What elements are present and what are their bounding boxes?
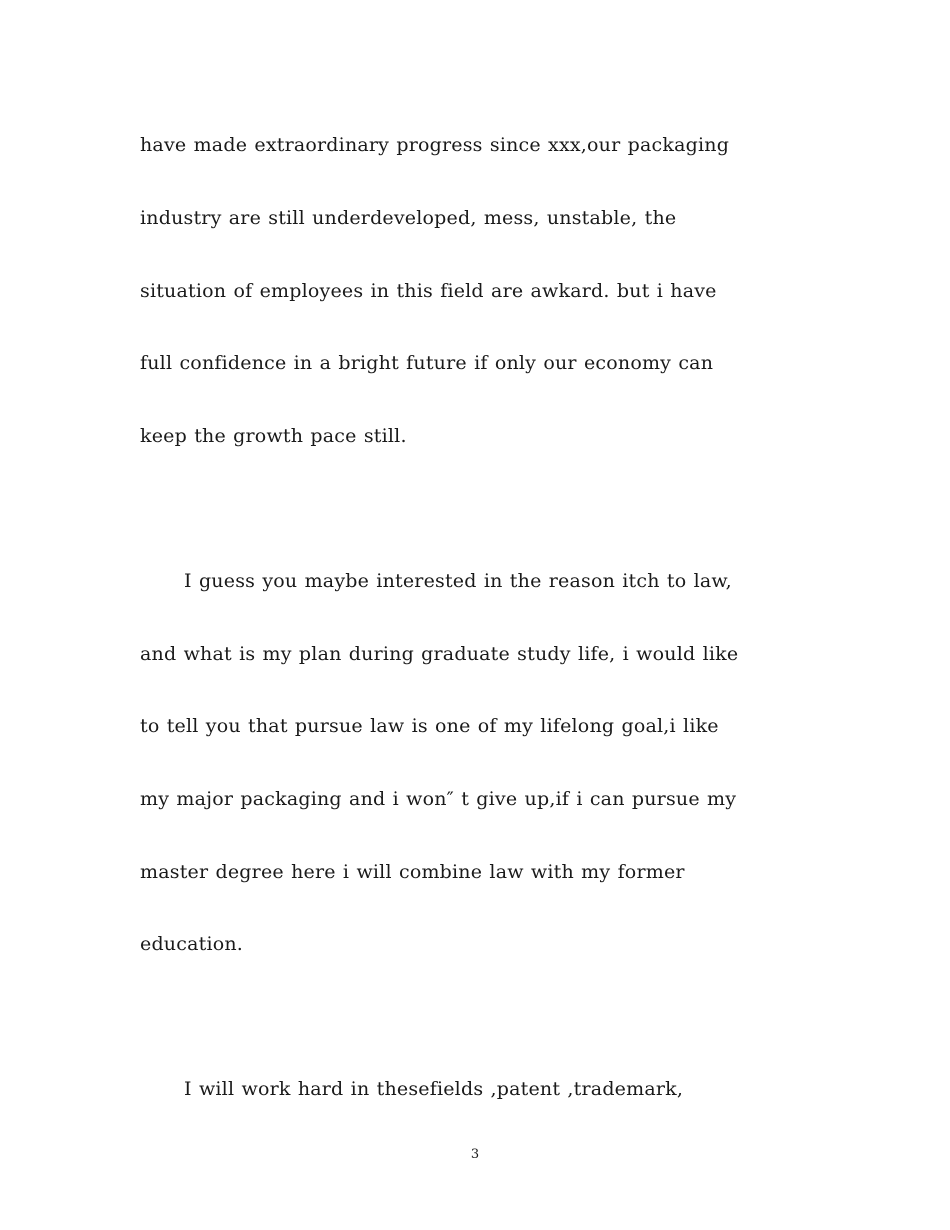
- text-line: I will work hard in thesefields ,patent ,trademark,: [184, 1078, 684, 1100]
- text-line: education.: [140, 933, 244, 955]
- text-line: my major packaging and i won″ t give up,if i can pursue my: [140, 788, 737, 810]
- text-line: I guess you maybe interested in the reason itch to law,: [184, 570, 732, 592]
- text-line: situation of employees in this field are awkard. but i have: [140, 280, 717, 302]
- text-line: full confidence in a bright future if only our economy can: [140, 352, 714, 374]
- page-number: 3: [470, 1147, 480, 1162]
- text-line: master degree here i will combine law with my former: [140, 861, 685, 883]
- text-line: and what is my plan during graduate study life, i would like: [140, 643, 739, 665]
- text-line: keep the growth pace still.: [140, 425, 407, 447]
- text-line: industry are still underdeveloped, mess, unstable, the: [140, 207, 677, 229]
- text-line: to tell you that pursue law is one of my lifelong goal,i like: [140, 715, 719, 737]
- text-line: have made extraordinary progress since xxx,our packaging: [140, 134, 730, 156]
